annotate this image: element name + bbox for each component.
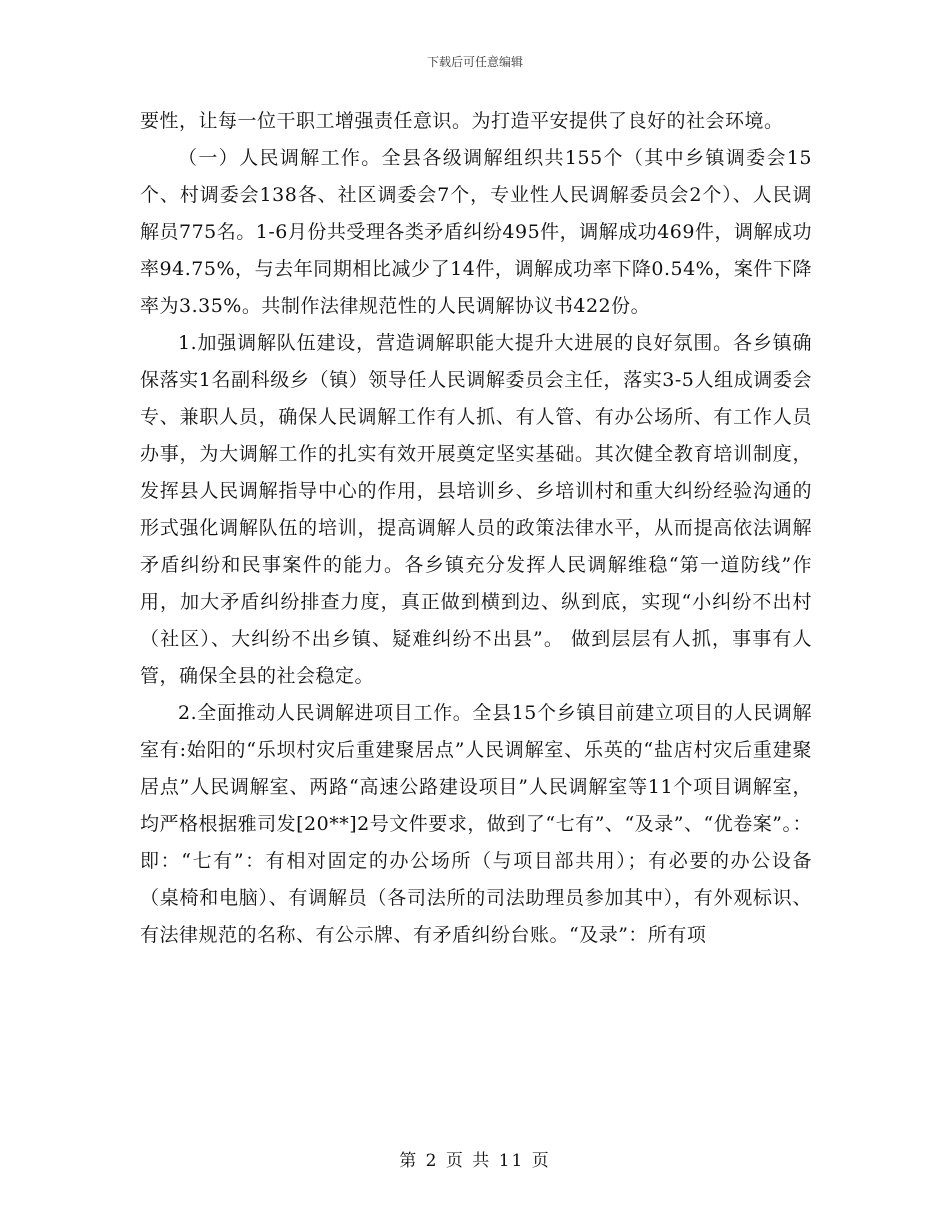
page-number-footer: 第 2 页 共 11 页 <box>399 1151 551 1171</box>
page-header: 下载后可任意编辑 <box>426 55 523 69</box>
document-body <box>140 103 812 954</box>
paragraph-team-building: 1.加强调解队伍建设，营造调解职能大提升大进展的良好氛围。各乡镇确保落实1名副科级乡（镇）领导任人民调解委员会主任，落实3-5人组成调委会专、兼职人员，确保人民调解工作有人抓、有人管、有办公场所、有工作人员办事，为大调解工作的扎实有效开展奠定坚实基础。其次健全教育培训制度，发挥县人民调解指导中心的作用，县培训乡、乡培训村和重大纠纷经验沟通的形式强化调解队伍的培训，提高调解人员的政策法律水平，从而提高依法调解矛盾纠纷和民事案件的能力。各乡镇充分发挥人民调解维稳“第一道防线”作用，加大矛盾纠纷排查力度，真正做到横到边、纵到底，实现“小纠纷不出村（社区）、大纠纷不出乡镇、疑难纠纷不出县”。 做到层层有人抓，事事有人管，确保全县的社会稳定。 <box>140 332 812 687</box>
paragraph-people-mediation: （一）人民调解工作。全县各级调解组织共155个（其中乡镇调委会15个、村调委会138各、社区调委会7个，专业性人民调解委员会2个）、人民调解员775名。1-6月份共受理各类矛盾纠纷495件，调解成功469件，调解成功率94.75%，与去年同期相比减少了14件，调解成功率下降0.54%，案件下降率为3.35%。共制作法律规范性的人民调解协议书422份。 <box>140 147 812 317</box>
paragraph-project-mediation: 2.全面推动人民调解进项目工作。全县15个乡镇目前建立项目的人民调解室有:始阳的“乐坝村灾后重建聚居点”人民调解室、乐英的“盐店村灾后重建聚居点”人民调解室、两路“高速公路建设项目”人民调解室等11个项目调解室，均严格根据雅司发[20**]2号文件要求，做到了“七有”、“及录”、“优卷案”。：即：“七有”：有相对固定的办公场所（与项目部共用）；有必要的办公设备（桌椅和电脑）、有调解员（各司法所的司法助理员参加其中），有外观标识、有法律规范的名称、有公示牌、有矛盾纠纷台账。“及录”：所有项 <box>140 702 812 946</box>
paragraph-continuation: 要性，让每一位干职工增强责任意识。为打造平安提供了良好的社会环境。 <box>140 110 784 132</box>
